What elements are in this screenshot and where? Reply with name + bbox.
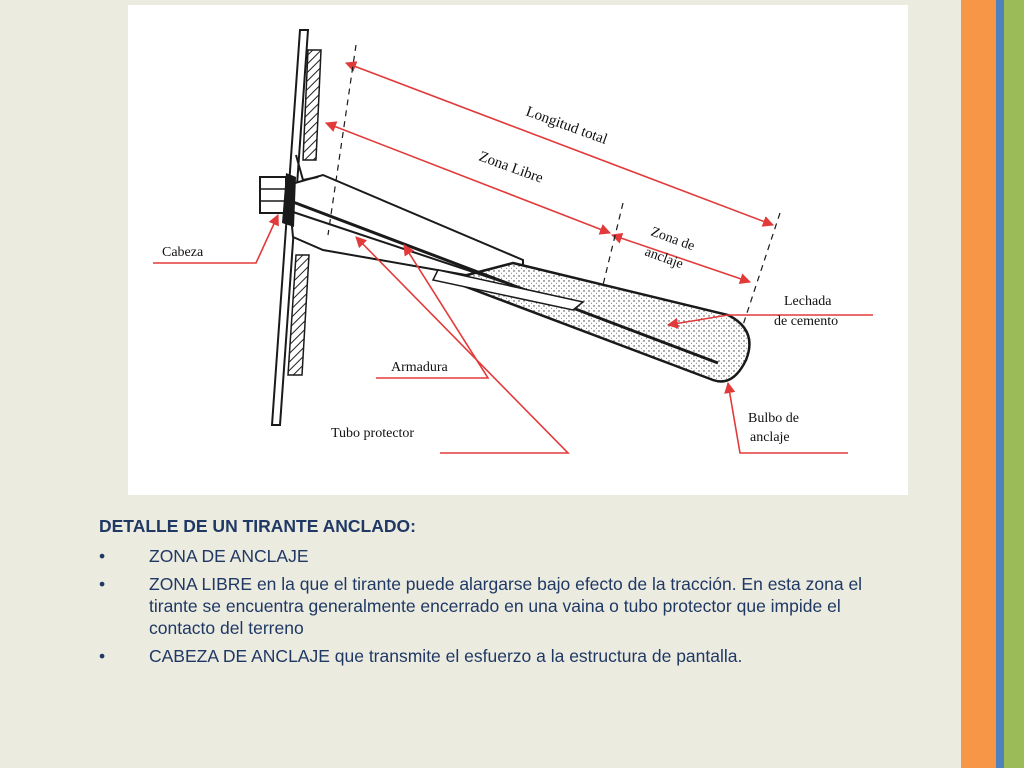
label-bulbo-de: Bulbo de <box>748 411 799 426</box>
bullet-icon: • <box>99 574 106 594</box>
label-anclaje: anclaje <box>642 244 686 273</box>
caption-title: DETALLE DE UN TIRANTE ANCLADO: <box>99 516 416 536</box>
bullet-text: ZONA DE ANCLAJE <box>149 546 309 566</box>
tube-body <box>288 155 523 285</box>
label-de-cemento: de cemento <box>774 314 839 329</box>
green-stripe <box>1004 0 1024 768</box>
label-cabeza: Cabeza <box>162 245 204 260</box>
bullet-item-zona-anclaje <box>99 545 899 567</box>
anchor-head <box>260 173 296 227</box>
label-zona-de: Zona de <box>648 224 697 255</box>
bullet-item-zona-libre <box>99 573 899 639</box>
bullet-icon: • <box>99 646 106 666</box>
label-armadura: Armadura <box>391 360 448 375</box>
bullet-text: ZONA LIBRE en la que el tirante puede alargarse bajo efecto de la tracción. En esta zona el tirante se encuentra generalmente encerrado en una vaina o tubo protector que impide el contacto del terreno <box>149 574 863 638</box>
caption-block <box>99 515 899 673</box>
blue-stripe <box>996 0 1004 768</box>
bullet-text: CABEZA DE ANCLAJE que transmite el esfuerzo a la estructura de pantalla. <box>149 646 743 666</box>
anchor-diagram-svg <box>128 5 908 495</box>
anchor-diagram <box>128 5 908 495</box>
orange-stripe <box>961 0 996 768</box>
label-zona-libre: Zona Libre <box>476 148 546 187</box>
grout-bulb <box>448 263 749 381</box>
label-bulbo-anclaje: anclaje <box>750 430 790 445</box>
label-lechada: Lechada <box>784 294 832 309</box>
bullet-item-cabeza <box>99 645 899 667</box>
label-tubo-protector: Tubo protector <box>331 426 415 441</box>
bullet-icon: • <box>99 546 106 566</box>
label-longitud-total: Longitud total <box>523 103 610 148</box>
